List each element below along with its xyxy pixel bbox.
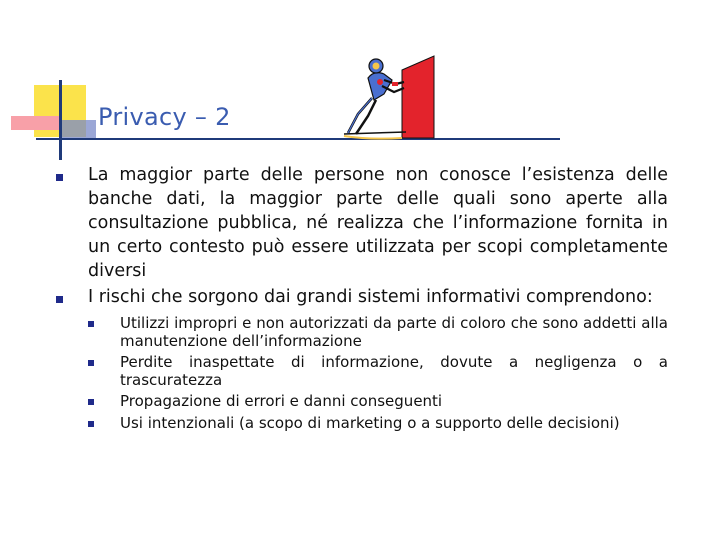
ornament-pink-bar [11,116,60,130]
sub-bullet-item [88,393,668,411]
bullet-text: La maggior parte delle persone non conosce l’esistenza delle banche dati, la maggior parte delle quali sono aperte alla consultazione pubblica, né realizza che l’informazione fornita in un certo contesto può essere utilizzata per scopi completamente diversi [88,165,668,281]
slide-content [56,163,668,436]
sub-bullet-item [88,315,668,350]
ornament-vertical-line [59,80,62,160]
square-bullet-icon [88,399,94,405]
sub-bullet-item [88,415,668,433]
bullet-item [56,163,668,283]
sub-bullet-text: Propagazione di errori e danni conseguenti [120,392,443,410]
sub-bullet-list [88,315,668,432]
square-bullet-icon [88,360,94,366]
person-pushing-wall-clipart-icon [340,54,436,140]
sub-bullet-text: Utilizzi impropri e non autorizzati da parte di coloro che sono addetti alla manutenzione dell’informazione [120,314,668,350]
bullet-text: I rischi che sorgono dai grandi sistemi informativi comprendono: [88,287,653,307]
ornament-blue-square [62,120,96,138]
bullet-item [56,285,668,432]
square-bullet-icon [88,321,94,327]
title-underline [36,138,560,140]
sub-bullet-text: Perdite inaspettate di informazione, dovute a negligenza o a trascuratezza [120,353,668,389]
square-bullet-icon [56,296,63,303]
sub-bullet-text: Usi intenzionali (a scopo di marketing o a supporto delle decisioni) [120,413,620,432]
bullet-list [56,163,668,432]
square-bullet-icon [88,421,94,427]
sub-bullet-item [88,354,668,389]
square-bullet-icon [56,174,63,181]
slide-title: Privacy – 2 [98,103,231,131]
